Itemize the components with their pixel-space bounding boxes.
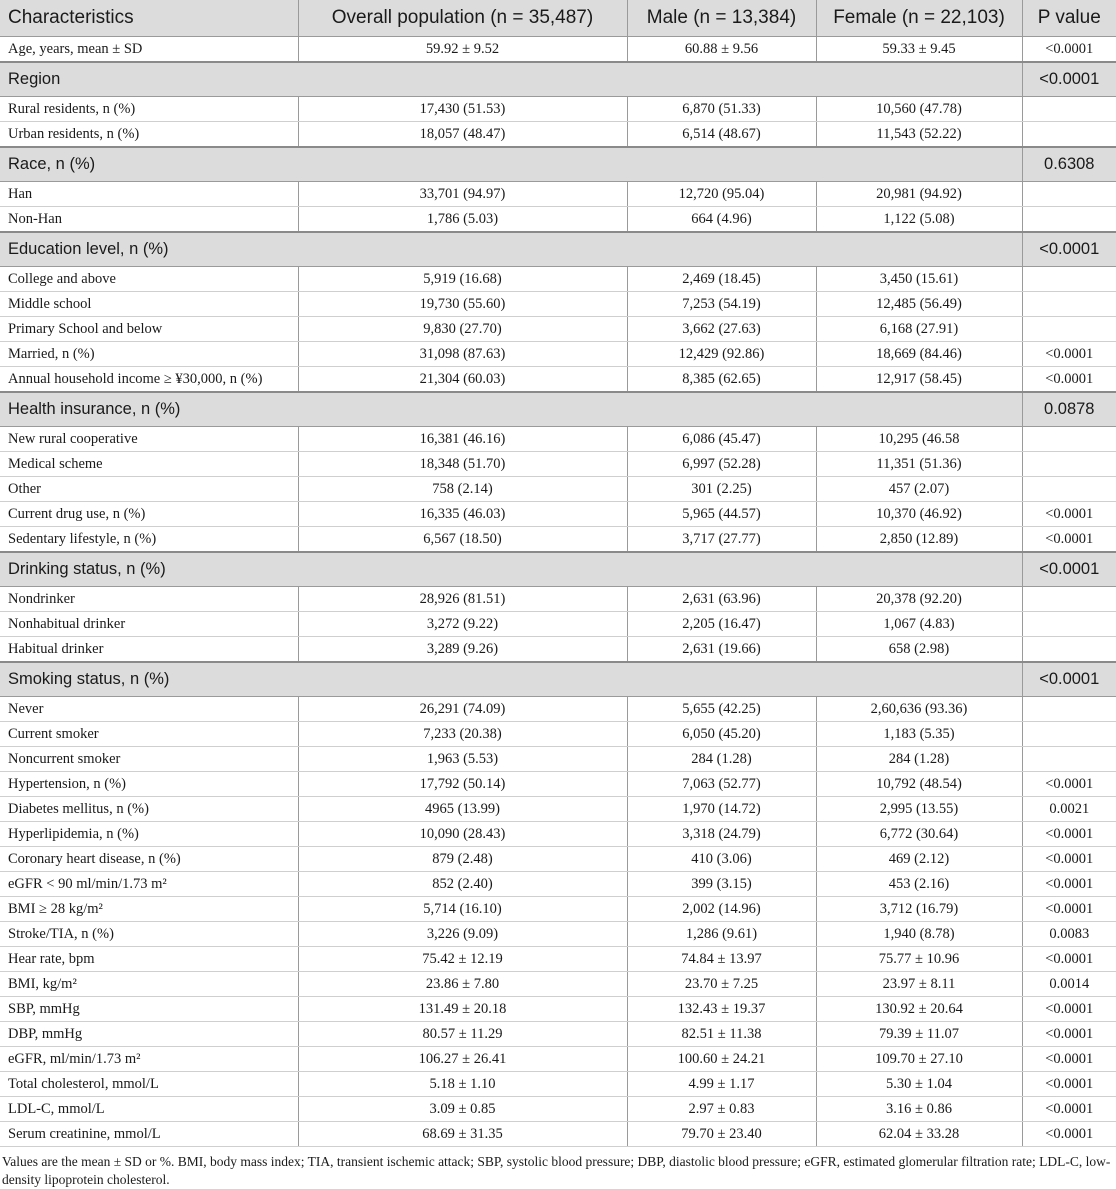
cell-characteristic: Rural residents, n (%) bbox=[0, 97, 298, 122]
cell-p-value bbox=[1022, 317, 1116, 342]
cell-overall: 23.86 ± 7.80 bbox=[298, 972, 627, 997]
section-label: Race, n (%) bbox=[0, 147, 1022, 182]
cell-male: 7,253 (54.19) bbox=[627, 292, 816, 317]
cell-female: 2,60,636 (93.36) bbox=[816, 697, 1022, 722]
cell-p-value: <0.0001 bbox=[1022, 847, 1116, 872]
section-label: Smoking status, n (%) bbox=[0, 662, 1022, 697]
cell-female: 469 (2.12) bbox=[816, 847, 1022, 872]
cell-characteristic: Current drug use, n (%) bbox=[0, 502, 298, 527]
cell-female: 3,712 (16.79) bbox=[816, 897, 1022, 922]
cell-overall: 31,098 (87.63) bbox=[298, 342, 627, 367]
cell-characteristic: Coronary heart disease, n (%) bbox=[0, 847, 298, 872]
cell-female: 109.70 ± 27.10 bbox=[816, 1047, 1022, 1072]
cell-female: 18,669 (84.46) bbox=[816, 342, 1022, 367]
section-label: Region bbox=[0, 62, 1022, 97]
table-row bbox=[0, 1047, 1116, 1072]
cell-p-value: <0.0001 bbox=[1022, 1122, 1116, 1147]
col-header-male: Male (n = 13,384) bbox=[627, 0, 816, 37]
cell-male: 100.60 ± 24.21 bbox=[627, 1047, 816, 1072]
cell-male: 132.43 ± 19.37 bbox=[627, 997, 816, 1022]
cell-male: 5,965 (44.57) bbox=[627, 502, 816, 527]
cell-p-value bbox=[1022, 747, 1116, 772]
cell-p-value: <0.0001 bbox=[1022, 502, 1116, 527]
section-label: Health insurance, n (%) bbox=[0, 392, 1022, 427]
col-header-characteristics: Characteristics bbox=[0, 0, 298, 37]
table-row bbox=[0, 612, 1116, 637]
table-row bbox=[0, 697, 1116, 722]
cell-p-value: <0.0001 bbox=[1022, 772, 1116, 797]
cell-male: 74.84 ± 13.97 bbox=[627, 947, 816, 972]
cell-p-value bbox=[1022, 697, 1116, 722]
cell-overall: 75.42 ± 12.19 bbox=[298, 947, 627, 972]
cell-male: 2,631 (19.66) bbox=[627, 637, 816, 663]
cell-female: 20,981 (94.92) bbox=[816, 182, 1022, 207]
cell-male: 410 (3.06) bbox=[627, 847, 816, 872]
cell-overall: 3,226 (9.09) bbox=[298, 922, 627, 947]
cell-female: 20,378 (92.20) bbox=[816, 587, 1022, 612]
table-row bbox=[0, 922, 1116, 947]
cell-female: 3.16 ± 0.86 bbox=[816, 1097, 1022, 1122]
table-header-row bbox=[0, 0, 1116, 37]
table-row bbox=[0, 97, 1116, 122]
cell-characteristic: Other bbox=[0, 477, 298, 502]
section-row bbox=[0, 232, 1116, 267]
cell-p-value bbox=[1022, 612, 1116, 637]
cell-male: 2,205 (16.47) bbox=[627, 612, 816, 637]
cell-characteristic: eGFR, ml/min/1.73 m² bbox=[0, 1047, 298, 1072]
cell-female: 658 (2.98) bbox=[816, 637, 1022, 663]
cell-p-value bbox=[1022, 182, 1116, 207]
cell-overall: 5,919 (16.68) bbox=[298, 267, 627, 292]
cell-overall: 1,963 (5.53) bbox=[298, 747, 627, 772]
table-row bbox=[0, 502, 1116, 527]
cell-female: 130.92 ± 20.64 bbox=[816, 997, 1022, 1022]
cell-overall: 68.69 ± 31.35 bbox=[298, 1122, 627, 1147]
cell-p-value: <0.0001 bbox=[1022, 897, 1116, 922]
cell-male: 23.70 ± 7.25 bbox=[627, 972, 816, 997]
cell-male: 664 (4.96) bbox=[627, 207, 816, 233]
cell-male: 6,050 (45.20) bbox=[627, 722, 816, 747]
cell-male: 2,002 (14.96) bbox=[627, 897, 816, 922]
section-row bbox=[0, 392, 1116, 427]
section-p-value: 0.6308 bbox=[1022, 147, 1116, 182]
cell-female: 11,543 (52.22) bbox=[816, 122, 1022, 148]
section-label: Education level, n (%) bbox=[0, 232, 1022, 267]
cell-female: 1,183 (5.35) bbox=[816, 722, 1022, 747]
cell-overall: 10,090 (28.43) bbox=[298, 822, 627, 847]
cell-p-value: <0.0001 bbox=[1022, 997, 1116, 1022]
cell-p-value: 0.0021 bbox=[1022, 797, 1116, 822]
table-row bbox=[0, 182, 1116, 207]
table-row bbox=[0, 797, 1116, 822]
cell-characteristic: Married, n (%) bbox=[0, 342, 298, 367]
table-row bbox=[0, 872, 1116, 897]
cell-p-value bbox=[1022, 207, 1116, 233]
section-label: Drinking status, n (%) bbox=[0, 552, 1022, 587]
col-header-female: Female (n = 22,103) bbox=[816, 0, 1022, 37]
cell-p-value: <0.0001 bbox=[1022, 947, 1116, 972]
cell-characteristic: Annual household income ≥ ¥30,000, n (%) bbox=[0, 367, 298, 393]
cell-characteristic: Middle school bbox=[0, 292, 298, 317]
cell-characteristic: Hear rate, bpm bbox=[0, 947, 298, 972]
cell-p-value: <0.0001 bbox=[1022, 1072, 1116, 1097]
cell-characteristic: Nondrinker bbox=[0, 587, 298, 612]
cell-p-value: <0.0001 bbox=[1022, 342, 1116, 367]
cell-characteristic: DBP, mmHg bbox=[0, 1022, 298, 1047]
cell-characteristic: College and above bbox=[0, 267, 298, 292]
cell-overall: 17,792 (50.14) bbox=[298, 772, 627, 797]
cell-male: 2.97 ± 0.83 bbox=[627, 1097, 816, 1122]
cell-p-value bbox=[1022, 722, 1116, 747]
table-row bbox=[0, 722, 1116, 747]
cell-overall: 9,830 (27.70) bbox=[298, 317, 627, 342]
cell-male: 79.70 ± 23.40 bbox=[627, 1122, 816, 1147]
table-row bbox=[0, 1072, 1116, 1097]
table-row bbox=[0, 267, 1116, 292]
cell-p-value: <0.0001 bbox=[1022, 872, 1116, 897]
table-row bbox=[0, 427, 1116, 452]
cell-overall: 16,381 (46.16) bbox=[298, 427, 627, 452]
cell-characteristic: Habitual drinker bbox=[0, 637, 298, 663]
cell-overall: 5.18 ± 1.10 bbox=[298, 1072, 627, 1097]
cell-overall: 3,272 (9.22) bbox=[298, 612, 627, 637]
table-row bbox=[0, 972, 1116, 997]
table-row bbox=[0, 1122, 1116, 1147]
cell-female: 10,370 (46.92) bbox=[816, 502, 1022, 527]
section-p-value: 0.0878 bbox=[1022, 392, 1116, 427]
cell-p-value bbox=[1022, 587, 1116, 612]
cell-female: 2,850 (12.89) bbox=[816, 527, 1022, 553]
cell-characteristic: New rural cooperative bbox=[0, 427, 298, 452]
cell-overall: 879 (2.48) bbox=[298, 847, 627, 872]
table-row bbox=[0, 897, 1116, 922]
table-row bbox=[0, 292, 1116, 317]
cell-male: 12,429 (92.86) bbox=[627, 342, 816, 367]
cell-p-value: <0.0001 bbox=[1022, 1097, 1116, 1122]
cell-p-value bbox=[1022, 427, 1116, 452]
table-row bbox=[0, 317, 1116, 342]
cell-male: 12,720 (95.04) bbox=[627, 182, 816, 207]
cell-characteristic: Hyperlipidemia, n (%) bbox=[0, 822, 298, 847]
table-row bbox=[0, 477, 1116, 502]
table-row bbox=[0, 637, 1116, 663]
cell-male: 60.88 ± 9.56 bbox=[627, 37, 816, 63]
cell-characteristic: Diabetes mellitus, n (%) bbox=[0, 797, 298, 822]
cell-overall: 131.49 ± 20.18 bbox=[298, 997, 627, 1022]
cell-p-value: 0.0014 bbox=[1022, 972, 1116, 997]
cell-male: 4.99 ± 1.17 bbox=[627, 1072, 816, 1097]
section-row bbox=[0, 662, 1116, 697]
cell-male: 8,385 (62.65) bbox=[627, 367, 816, 393]
table-row bbox=[0, 342, 1116, 367]
cell-female: 2,995 (13.55) bbox=[816, 797, 1022, 822]
cell-male: 1,286 (9.61) bbox=[627, 922, 816, 947]
cell-characteristic: Sedentary lifestyle, n (%) bbox=[0, 527, 298, 553]
cell-characteristic: Stroke/TIA, n (%) bbox=[0, 922, 298, 947]
cell-female: 453 (2.16) bbox=[816, 872, 1022, 897]
cell-female: 10,295 (46.58 bbox=[816, 427, 1022, 452]
table-row bbox=[0, 527, 1116, 553]
table-row bbox=[0, 847, 1116, 872]
cell-overall: 19,730 (55.60) bbox=[298, 292, 627, 317]
cell-female: 12,917 (58.45) bbox=[816, 367, 1022, 393]
col-header-overall: Overall population (n = 35,487) bbox=[298, 0, 627, 37]
cell-overall: 26,291 (74.09) bbox=[298, 697, 627, 722]
cell-male: 2,631 (63.96) bbox=[627, 587, 816, 612]
cell-female: 5.30 ± 1.04 bbox=[816, 1072, 1022, 1097]
cell-female: 6,772 (30.64) bbox=[816, 822, 1022, 847]
cell-overall: 758 (2.14) bbox=[298, 477, 627, 502]
cell-overall: 3.09 ± 0.85 bbox=[298, 1097, 627, 1122]
cell-male: 6,514 (48.67) bbox=[627, 122, 816, 148]
cell-overall: 18,057 (48.47) bbox=[298, 122, 627, 148]
table-row bbox=[0, 997, 1116, 1022]
cell-p-value bbox=[1022, 292, 1116, 317]
col-header-p-value: P value bbox=[1022, 0, 1116, 37]
cell-characteristic: eGFR < 90 ml/min/1.73 m² bbox=[0, 872, 298, 897]
cell-male: 6,086 (45.47) bbox=[627, 427, 816, 452]
cell-female: 79.39 ± 11.07 bbox=[816, 1022, 1022, 1047]
cell-overall: 7,233 (20.38) bbox=[298, 722, 627, 747]
cell-overall: 21,304 (60.03) bbox=[298, 367, 627, 393]
table-body bbox=[0, 37, 1116, 1147]
table-row bbox=[0, 37, 1116, 63]
cell-female: 284 (1.28) bbox=[816, 747, 1022, 772]
cell-p-value bbox=[1022, 97, 1116, 122]
cell-characteristic: Current smoker bbox=[0, 722, 298, 747]
cell-male: 301 (2.25) bbox=[627, 477, 816, 502]
cell-overall: 6,567 (18.50) bbox=[298, 527, 627, 553]
cell-p-value: 0.0083 bbox=[1022, 922, 1116, 947]
cell-overall: 852 (2.40) bbox=[298, 872, 627, 897]
table-row bbox=[0, 947, 1116, 972]
section-row bbox=[0, 62, 1116, 97]
cell-overall: 5,714 (16.10) bbox=[298, 897, 627, 922]
table-row bbox=[0, 1097, 1116, 1122]
cell-male: 284 (1.28) bbox=[627, 747, 816, 772]
table-row bbox=[0, 822, 1116, 847]
cell-p-value: <0.0001 bbox=[1022, 1047, 1116, 1072]
cell-p-value: <0.0001 bbox=[1022, 1022, 1116, 1047]
section-row bbox=[0, 147, 1116, 182]
table-row bbox=[0, 587, 1116, 612]
cell-female: 1,940 (8.78) bbox=[816, 922, 1022, 947]
cell-female: 62.04 ± 33.28 bbox=[816, 1122, 1022, 1147]
cell-female: 6,168 (27.91) bbox=[816, 317, 1022, 342]
section-row bbox=[0, 552, 1116, 587]
table-row bbox=[0, 747, 1116, 772]
cell-characteristic: BMI, kg/m² bbox=[0, 972, 298, 997]
cell-p-value bbox=[1022, 267, 1116, 292]
cell-characteristic: Never bbox=[0, 697, 298, 722]
cell-overall: 59.92 ± 9.52 bbox=[298, 37, 627, 63]
cell-characteristic: Serum creatinine, mmol/L bbox=[0, 1122, 298, 1147]
cell-male: 3,662 (27.63) bbox=[627, 317, 816, 342]
cell-male: 6,870 (51.33) bbox=[627, 97, 816, 122]
table-footnote: Values are the mean ± SD or %. BMI, body mass index; TIA, transient ischemic attack; SBP, systolic blood pressure; DBP, diastolic blood pressure; eGFR, estimated glomerular filtration rate; LDL-C, low-density lipoprotein cholesterol. bbox=[2, 1154, 1111, 1187]
cell-female: 23.97 ± 8.11 bbox=[816, 972, 1022, 997]
cell-female: 11,351 (51.36) bbox=[816, 452, 1022, 477]
cell-overall: 33,701 (94.97) bbox=[298, 182, 627, 207]
section-p-value: <0.0001 bbox=[1022, 232, 1116, 267]
section-p-value: <0.0001 bbox=[1022, 552, 1116, 587]
cell-overall: 1,786 (5.03) bbox=[298, 207, 627, 233]
cell-overall: 3,289 (9.26) bbox=[298, 637, 627, 663]
cell-female: 1,122 (5.08) bbox=[816, 207, 1022, 233]
cell-p-value: <0.0001 bbox=[1022, 527, 1116, 553]
cell-male: 7,063 (52.77) bbox=[627, 772, 816, 797]
table-row bbox=[0, 1022, 1116, 1047]
cell-p-value: <0.0001 bbox=[1022, 822, 1116, 847]
cell-p-value bbox=[1022, 452, 1116, 477]
cell-male: 3,717 (27.77) bbox=[627, 527, 816, 553]
cell-characteristic: BMI ≥ 28 kg/m² bbox=[0, 897, 298, 922]
cell-female: 457 (2.07) bbox=[816, 477, 1022, 502]
table-row bbox=[0, 122, 1116, 148]
cell-p-value bbox=[1022, 637, 1116, 663]
cell-characteristic: Primary School and below bbox=[0, 317, 298, 342]
section-p-value: <0.0001 bbox=[1022, 662, 1116, 697]
cell-female: 75.77 ± 10.96 bbox=[816, 947, 1022, 972]
cell-characteristic: Medical scheme bbox=[0, 452, 298, 477]
cell-overall: 106.27 ± 26.41 bbox=[298, 1047, 627, 1072]
cell-p-value: <0.0001 bbox=[1022, 367, 1116, 393]
cell-characteristic: Noncurrent smoker bbox=[0, 747, 298, 772]
cell-characteristic: Non-Han bbox=[0, 207, 298, 233]
cell-male: 6,997 (52.28) bbox=[627, 452, 816, 477]
cell-characteristic: SBP, mmHg bbox=[0, 997, 298, 1022]
table-row bbox=[0, 367, 1116, 393]
cell-female: 10,560 (47.78) bbox=[816, 97, 1022, 122]
cell-female: 10,792 (48.54) bbox=[816, 772, 1022, 797]
cell-male: 82.51 ± 11.38 bbox=[627, 1022, 816, 1047]
cell-female: 1,067 (4.83) bbox=[816, 612, 1022, 637]
cell-female: 59.33 ± 9.45 bbox=[816, 37, 1022, 63]
cell-male: 2,469 (18.45) bbox=[627, 267, 816, 292]
table-row bbox=[0, 207, 1116, 233]
cell-male: 3,318 (24.79) bbox=[627, 822, 816, 847]
cell-overall: 18,348 (51.70) bbox=[298, 452, 627, 477]
section-p-value: <0.0001 bbox=[1022, 62, 1116, 97]
cell-overall: 4965 (13.99) bbox=[298, 797, 627, 822]
cell-overall: 17,430 (51.53) bbox=[298, 97, 627, 122]
cell-characteristic: Age, years, mean ± SD bbox=[0, 37, 298, 63]
cell-characteristic: Nonhabitual drinker bbox=[0, 612, 298, 637]
cell-p-value bbox=[1022, 477, 1116, 502]
cell-characteristic: Hypertension, n (%) bbox=[0, 772, 298, 797]
cell-characteristic: LDL-C, mmol/L bbox=[0, 1097, 298, 1122]
cell-female: 3,450 (15.61) bbox=[816, 267, 1022, 292]
cell-p-value: <0.0001 bbox=[1022, 37, 1116, 63]
cell-male: 399 (3.15) bbox=[627, 872, 816, 897]
cell-characteristic: Urban residents, n (%) bbox=[0, 122, 298, 148]
cell-characteristic: Total cholesterol, mmol/L bbox=[0, 1072, 298, 1097]
cell-female: 12,485 (56.49) bbox=[816, 292, 1022, 317]
cell-characteristic: Han bbox=[0, 182, 298, 207]
cell-overall: 80.57 ± 11.29 bbox=[298, 1022, 627, 1047]
cell-male: 5,655 (42.25) bbox=[627, 697, 816, 722]
cell-overall: 28,926 (81.51) bbox=[298, 587, 627, 612]
table-row bbox=[0, 452, 1116, 477]
cell-p-value bbox=[1022, 122, 1116, 148]
table-row bbox=[0, 772, 1116, 797]
cell-male: 1,970 (14.72) bbox=[627, 797, 816, 822]
cell-overall: 16,335 (46.03) bbox=[298, 502, 627, 527]
